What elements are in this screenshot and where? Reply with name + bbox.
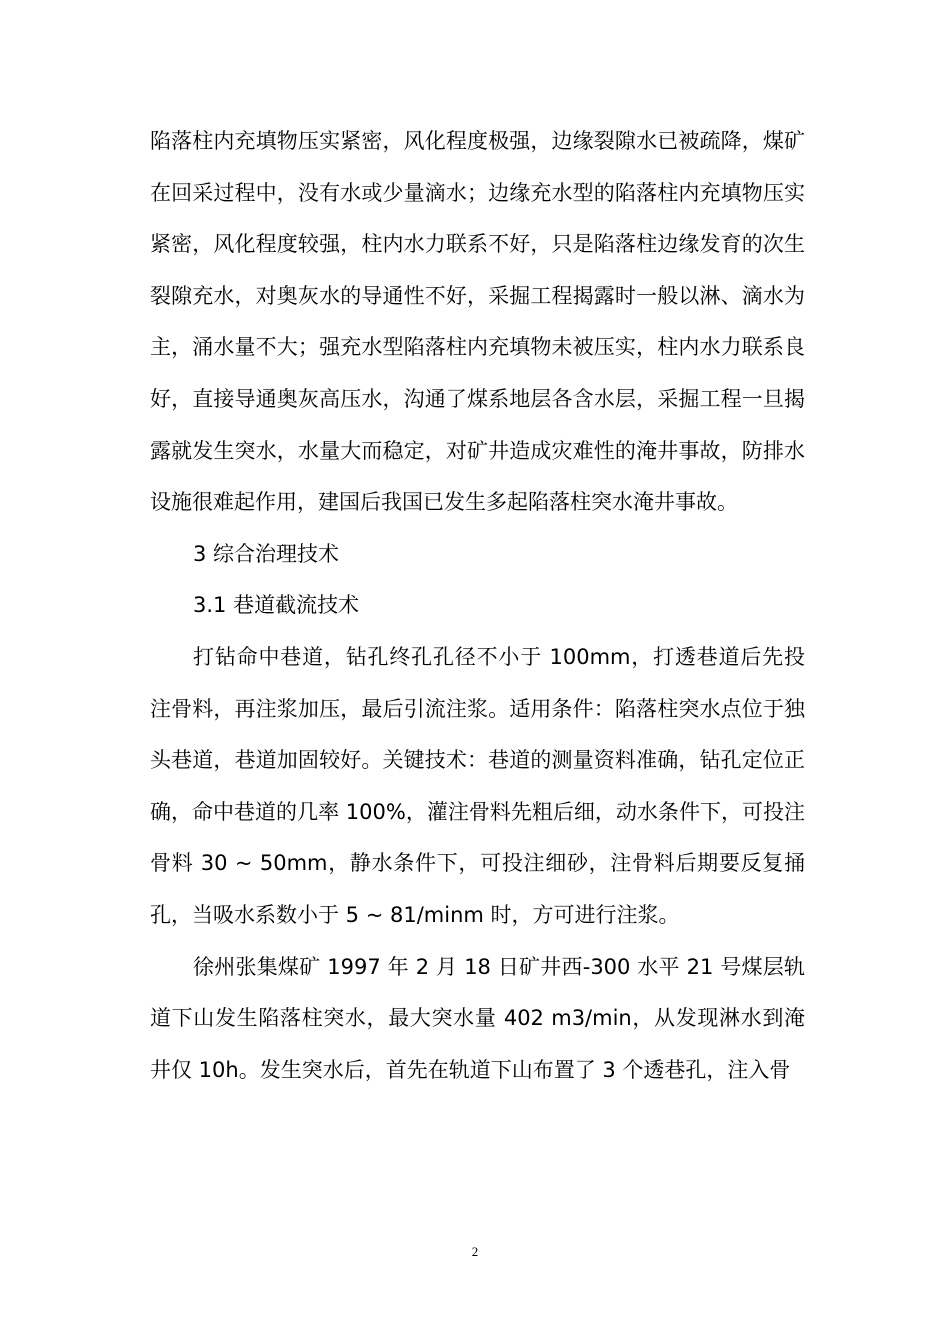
subsection-heading: 3.1 巷道截流技术	[193, 593, 360, 618]
page-number: 2	[471, 1244, 479, 1259]
section-heading: 3 综合治理技术	[193, 541, 340, 566]
paragraph-roadway-interception: 打钻命中巷道，钻孔终孔孔径不小于 100mm，打透巷道后先投注骨料，再注浆加压，最后引流注浆。适用条件：陷落柱突水点位于独头巷道，巷道加固较好。关键技术：巷道的测量资料准确，钻孔定位正确，命中巷道的几率 100%，灌注骨料先粗后细，动水条件下，可投注骨料 30 ~ 50mm，静水条件下，可投注细砂，注骨料后期要反复捅孔，当吸水系数小于 5 ~ 81/minm 时，方可进行注浆。	[150, 644, 805, 927]
paragraph-collapse-column-types: 陷落柱内充填物压实紧密，风化程度极强，边缘裂隙水已被疏降，煤矿在回采过程中，没有水或少量滴水；边缘充水型的陷落柱内充填物压实紧密，风化程度较强，柱内水力联系不好，只是陷落柱边缘发育的次生裂隙充水，对奥灰水的导通性不好，采掘工程揭露时一般以淋、滴水为主，涌水量不大；强充水型陷落柱内充填物未被压实，柱内水力联系良好，直接导通奥灰高压水，沟通了煤系地层各含水层，采掘工程一旦揭露就发生突水，水量大而稳定，对矿井造成灾难性的淹井事故，防排水设施很难起作用，建国后我国已发生多起陷落柱突水淹井事故。	[150, 129, 805, 515]
paragraph-zhangji-case: 徐州张集煤矿 1997 年 2 月 18 日矿井西-300 水平 21 号煤层轨道下山发生陷落柱突水，最大突水量 402 m3/min，从发现淋水到淹井仅 10h。发生突水后，首先在轨道下山布置了 3 个透巷孔，注入骨	[150, 954, 805, 1082]
body-text	[150, 116, 805, 1096]
